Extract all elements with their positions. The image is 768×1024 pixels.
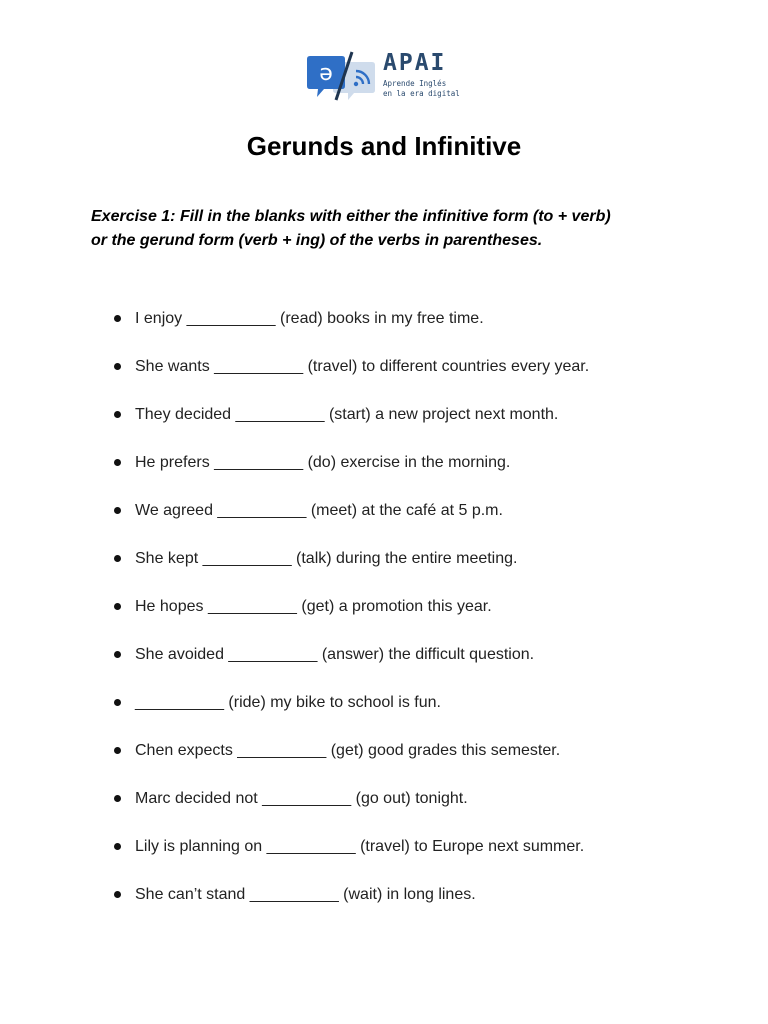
exercise-sentence: We agreed __________ (meet) at the café at 5 p.m. xyxy=(135,502,503,519)
list-item xyxy=(0,352,768,400)
bullet-icon xyxy=(114,843,121,850)
exercise-list xyxy=(0,304,768,928)
bullet-icon xyxy=(114,603,121,610)
svg-text:ə: ə xyxy=(319,61,333,86)
instructions-line-1: Exercise 1: Fill in the blanks with either the infinitive form (to + verb) xyxy=(91,208,611,225)
exercise-sentence: She can’t stand __________ (wait) in long lines. xyxy=(135,886,476,903)
logo-wordmark: APAI xyxy=(383,50,447,76)
bullet-icon xyxy=(114,411,121,418)
logo-tagline-1: Aprende Inglés xyxy=(383,79,447,88)
list-item xyxy=(0,544,768,592)
bullet-icon xyxy=(114,747,121,754)
instructions-line-2: or the gerund form (verb + ing) of the verbs in parentheses. xyxy=(91,232,543,249)
list-item xyxy=(0,496,768,544)
logo-speech-bubble-icon xyxy=(306,50,376,102)
bullet-icon xyxy=(114,699,121,706)
list-item xyxy=(0,400,768,448)
list-item xyxy=(0,592,768,640)
exercise-sentence: He hopes __________ (get) a promotion this year. xyxy=(135,598,492,615)
bullet-icon xyxy=(114,555,121,562)
list-item xyxy=(0,640,768,688)
list-item xyxy=(0,784,768,832)
list-item xyxy=(0,688,768,736)
bullet-icon xyxy=(114,891,121,898)
bullet-icon xyxy=(114,315,121,322)
exercise-sentence: She wants __________ (travel) to different countries every year. xyxy=(135,358,590,375)
exercise-sentence: Lily is planning on __________ (travel) to Europe next summer. xyxy=(135,838,585,855)
bullet-icon xyxy=(114,795,121,802)
exercise-sentence: She kept __________ (talk) during the entire meeting. xyxy=(135,550,518,567)
bullet-icon xyxy=(114,363,121,370)
list-item xyxy=(0,736,768,784)
page-title: Gerunds and Infinitive xyxy=(246,131,522,161)
bullet-icon xyxy=(114,507,121,514)
exercise-sentence: She avoided __________ (answer) the difficult question. xyxy=(135,646,535,663)
bullet-icon xyxy=(114,651,121,658)
list-item xyxy=(0,304,768,352)
exercise-sentence: They decided __________ (start) a new project next month. xyxy=(135,406,559,423)
list-item xyxy=(0,448,768,496)
exercise-sentence: He prefers __________ (do) exercise in the morning. xyxy=(135,454,511,471)
bullet-icon xyxy=(114,459,121,466)
exercise-sentence: __________ (ride) my bike to school is fun. xyxy=(135,694,441,711)
exercise-sentence: Chen expects __________ (get) good grades this semester. xyxy=(135,742,561,759)
logo-tagline-2: en la era digital xyxy=(383,89,460,98)
exercise-instructions xyxy=(91,205,691,253)
list-item xyxy=(0,880,768,928)
exercise-sentence: Marc decided not __________ (go out) tonight. xyxy=(135,790,468,807)
apai-logo xyxy=(306,48,466,106)
exercise-sentence: I enjoy __________ (read) books in my free time. xyxy=(135,310,484,327)
list-item xyxy=(0,832,768,880)
